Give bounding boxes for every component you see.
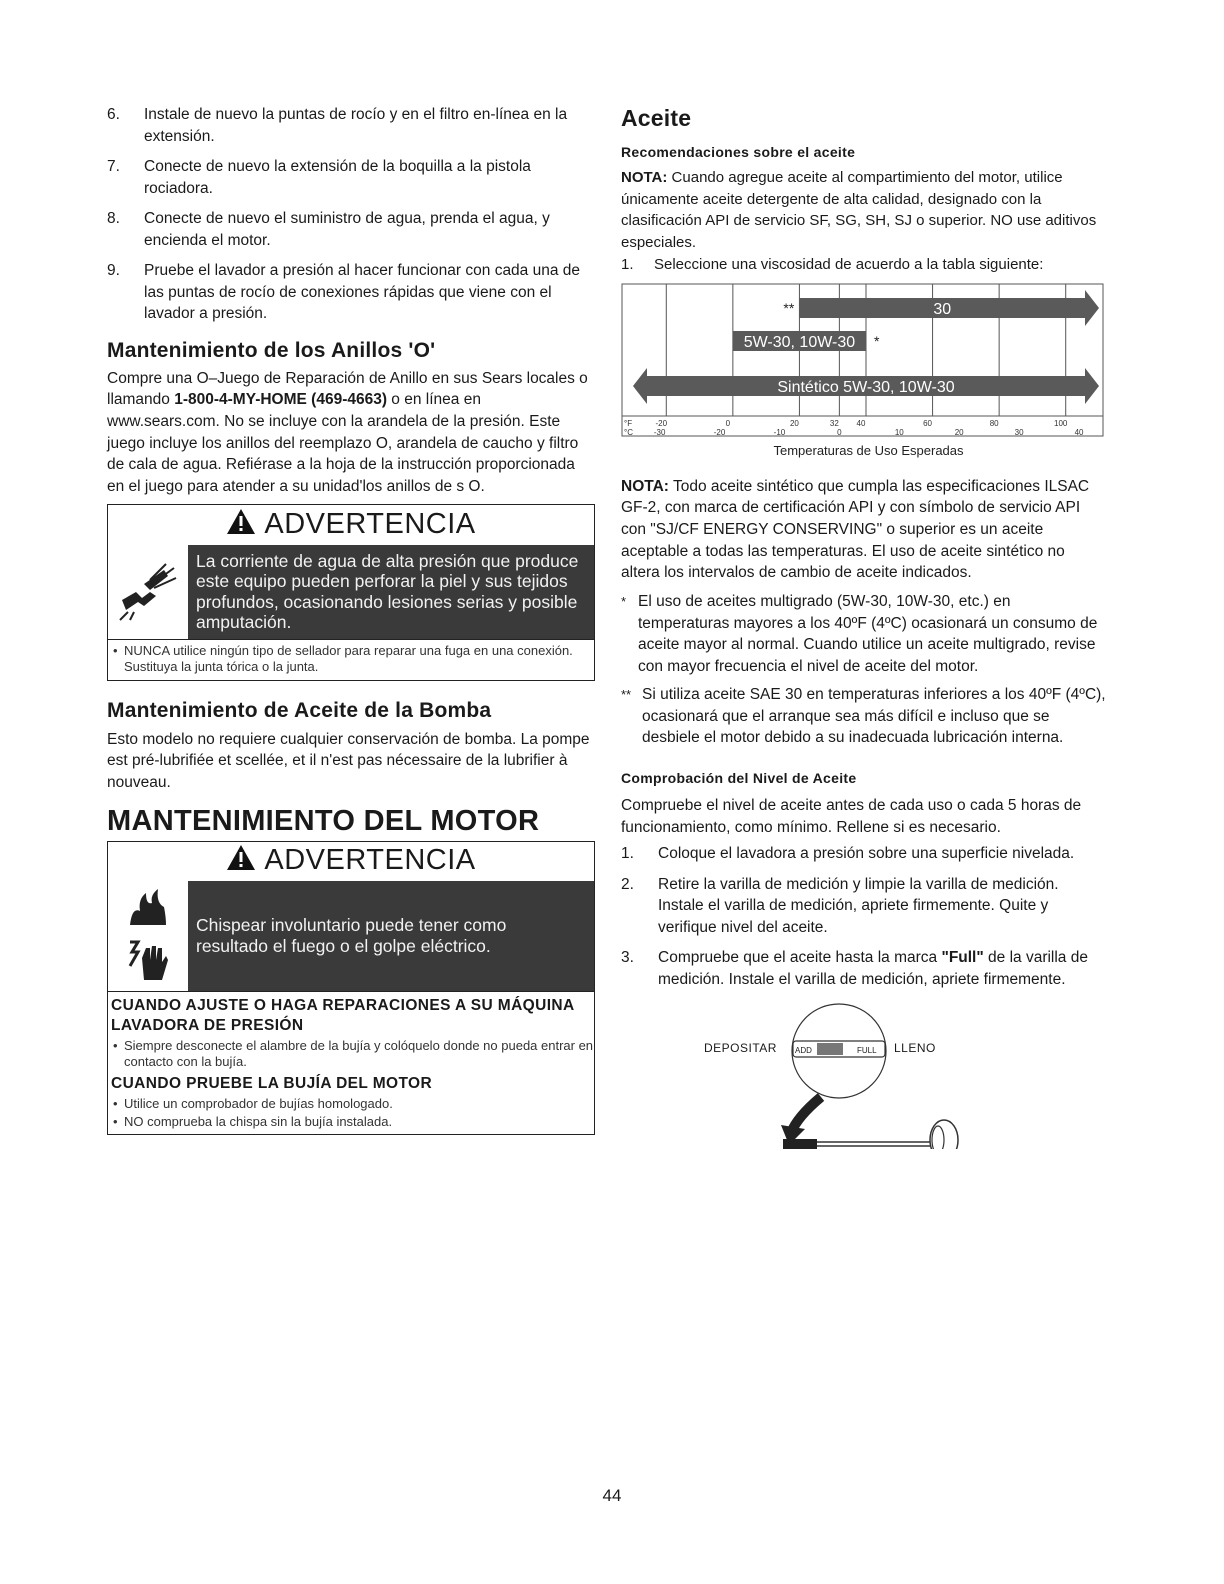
oil-note-1: NOTA: Cuando agregue aceite al compartimiento del motor, utilice únicamente aceite detergente de alta calidad, designado con la clasificación API de servicio SF, SG, SH, SJ o superior. NO use aditivos especiales. bbox=[621, 169, 1097, 252]
chart-tick-label-c: 10 bbox=[894, 427, 904, 437]
list-item: 2. Retire la varilla de medición y limpie la varilla de medición. Instale el varilla de medición, apriete firmemente. Quite y verifique nivel del aceite. bbox=[621, 875, 1059, 936]
chart-unit-label-c: °C bbox=[624, 427, 633, 437]
high-pressure-spray-injection-icon bbox=[108, 545, 188, 639]
warning-bullet: • NUNCA utilice ningún tipo de sellador para reparar una fuga en una conexión. Sustituya la junta tórica o la junta. bbox=[108, 643, 594, 676]
list-item: 7. Conecte de nuevo la extensión de la boquilla a la pistola rociadora. bbox=[107, 158, 531, 197]
orings-heading: Mantenimiento de los Anillos 'O' bbox=[107, 338, 436, 362]
chart-tick-label-c: -30 bbox=[653, 427, 666, 437]
viscosity-bar-label: 30 bbox=[933, 300, 952, 318]
engine-maintenance-heading: MANTENIMIENTO DEL MOTOR bbox=[107, 804, 540, 837]
list-item: 8. Conecte de nuevo el suministro de agua, prenda el agua, y encienda el motor. bbox=[107, 210, 550, 249]
orings-text: Compre una O–Juego de Reparación de Anillo en sus Sears locales o llamando 1-800-4-MY-HOME (469-4663) o en línea en www.sears.com. No se incluye con la arandela de la presión. Este juego incluye los anillos del reemplazo O, arandela de caucho y filtro de cala de agua. Refiérase a la hoja de la instrucción proporcionada en el juego para atender a su unidad'los anillos de s O. bbox=[107, 369, 588, 496]
viscosity-step: 1. Seleccione una viscosidad de acuerdo a la tabla siguiente: bbox=[621, 255, 1044, 273]
viscosity-bar-label: Sintético 5W-30, 10W-30 bbox=[777, 378, 955, 396]
chart-tick-label-c: 0 bbox=[837, 427, 842, 437]
warning-title: ADVERTENCIA bbox=[108, 505, 594, 545]
chart-tick-label-c: -20 bbox=[713, 427, 726, 437]
warning-box-spark bbox=[107, 841, 595, 1135]
right-column bbox=[621, 98, 1106, 1149]
list-item: 3. Compruebe que el aceite hasta la marca "Full" de la varilla de medición. Instale el varilla de medición, apriete firmemente. bbox=[621, 949, 1088, 988]
dipstick-add-mark: ADD bbox=[795, 1046, 812, 1056]
electric-shock-icon bbox=[126, 936, 170, 985]
wash-steps-list bbox=[107, 104, 595, 325]
warning-box-pressure bbox=[107, 504, 595, 681]
chart-tick-label-f: 20 bbox=[789, 418, 799, 428]
warning-heading-repairs: CUANDO AJUSTE O HAGA REPARACIONES A SU MÁQUINA LAVADORA DE PRESIÓN bbox=[111, 996, 575, 1034]
chart-unit-label-f: °F bbox=[624, 418, 633, 428]
page-number: 44 bbox=[602, 1486, 622, 1505]
warning-bullet: • Siempre desconecte el alambre de la bujía y colóquelo donde no pueda entrar en contacto con la bujía. bbox=[108, 1038, 594, 1071]
viscosity-bar-label: 5W-30, 10W-30 bbox=[743, 333, 856, 351]
warning-title: ADVERTENCIA bbox=[108, 842, 594, 881]
sae30-footnote: ** Si utiliza aceite SAE 30 en temperaturas inferiores a los 40ºF (4ºC), ocasionará que el arranque sea más difícil e incluso que se desbiele el motor debido a su inadecuada lubricación interna. bbox=[621, 685, 1106, 747]
multigrade-footnote: * El uso de aceites multigrado (5W-30, 10W-30, etc.) en temperaturas mayores a los 40ºF (4ºC) ocasionará un consumo de aceite mayor al normal. Cuando utilice un aceite multigrado, revise con mayor frecuencia el nivel de aceite del motor. bbox=[621, 593, 1098, 676]
oil-note-2: NOTA: Todo aceite sintético que cumpla las especificaciones ILSAC GF-2, con marca de certificación API y con símbolo de servicio API con "SJ/CF ENERGY CONSERVING" o superior es un aceite aceptable a todas las temperaturas. El uso de aceite sintético no altera los intervalos de cambio de aceite indicados. bbox=[621, 477, 1090, 582]
dipstick-full-mark: FULL bbox=[857, 1046, 877, 1056]
viscosity-chart-svg bbox=[621, 280, 1106, 472]
chart-tick-label-f: 60 bbox=[923, 418, 933, 428]
viscosity-bar-marker: * bbox=[874, 332, 880, 349]
fire-icon bbox=[126, 887, 170, 932]
chart-tick-label-f: 0 bbox=[725, 418, 731, 428]
chart-tick-label-c: 40 bbox=[1074, 427, 1084, 437]
chart-tick-label-f: 32 bbox=[829, 418, 839, 428]
dipstick-illustration bbox=[621, 999, 1106, 1149]
dipstick-full-label: LLENO bbox=[894, 1041, 936, 1056]
chart-tick-label-c: 20 bbox=[954, 427, 964, 437]
chart-tick-label-f: 80 bbox=[989, 418, 999, 428]
oil-level-check-text: Compruebe el nivel de aceite antes de cada uso o cada 5 horas de funcionamiento, como mínimo. Rellene si es necesario. bbox=[621, 796, 1082, 836]
warning-message: La corriente de agua de alta presión que produce este equipo pueden perforar la piel y sus tejidos profundos, ocasionando lesiones serias y posible amputación. bbox=[188, 545, 594, 639]
dipstick-add-label: DEPOSITAR bbox=[704, 1041, 777, 1056]
oil-recommendations-heading: Recomendaciones sobre el aceite bbox=[621, 144, 856, 160]
left-column bbox=[107, 98, 595, 1135]
pump-oil-heading: Mantenimiento de Aceite de la Bomba bbox=[107, 698, 492, 722]
list-item: 9. Pruebe el lavador a presión al hacer funcionar con cada una de las puntas de rocío de conexiones rápidas que viene con el lavador a presión. bbox=[107, 262, 581, 322]
viscosity-chart bbox=[621, 280, 1106, 472]
oil-level-check-heading: Comprobación del Nivel de Aceite bbox=[621, 769, 857, 786]
chart-tick-label-f: 100 bbox=[1054, 418, 1068, 428]
chart-tick-label-f: -20 bbox=[655, 418, 668, 428]
chart-tick-label-c: -10 bbox=[773, 427, 786, 437]
warning-bullet: • NO comprueba la chispa sin la bujía instalada. bbox=[108, 1114, 594, 1131]
warning-message: Chispear involuntario puede tener como resultado el fuego o el golpe eléctrico. bbox=[188, 881, 594, 991]
chart-x-axis-label: Temperaturas de Uso Esperadas bbox=[773, 442, 964, 458]
phone-number: 1-800-4-MY-HOME (469-4663) bbox=[174, 391, 387, 409]
viscosity-bar-marker: ** bbox=[783, 299, 795, 316]
warning-bullet: • Utilice un comprobador de bujías homologado. bbox=[108, 1096, 594, 1113]
warning-triangle-icon bbox=[226, 844, 256, 879]
chart-tick-label-f: 40 bbox=[856, 418, 866, 428]
list-item: 6. Instale de nuevo la puntas de rocío y en el filtro en-línea en la extensión. bbox=[107, 106, 568, 145]
oil-heading: Aceite bbox=[621, 105, 692, 131]
pump-oil-text: Esto modelo no requiere cualquier conservación de bomba. La pompe est pré-lubrifiée et scellée, et il n'est pas nécessaire de la lubrifier à nouveau. bbox=[107, 730, 590, 792]
chart-tick-label-c: 30 bbox=[1014, 427, 1024, 437]
oil-check-steps bbox=[621, 843, 1106, 990]
list-item: 1. Coloque el lavadora a presión sobre una superficie nivelada. bbox=[621, 845, 1075, 863]
warning-heading-sparkplug: CUANDO PRUEBE LA BUJÍA DEL MOTOR bbox=[111, 1074, 433, 1092]
warning-triangle-icon bbox=[226, 508, 256, 543]
